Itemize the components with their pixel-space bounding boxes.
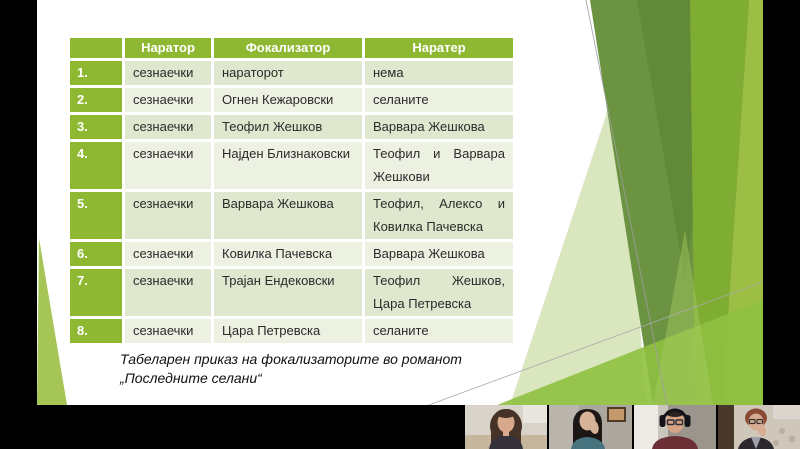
participant-video-1[interactable] bbox=[465, 405, 547, 449]
row-number: 8. bbox=[70, 319, 122, 343]
row-number: 2. bbox=[70, 88, 122, 112]
table-row: 4. сезнаечки Најден Близнаковски Теофил и Варвара Жешкови bbox=[70, 142, 513, 189]
participant-video-3[interactable] bbox=[634, 405, 716, 449]
table-caption bbox=[120, 350, 462, 388]
deco-corner-triangle bbox=[37, 238, 67, 405]
letterbox-left bbox=[0, 0, 37, 449]
row-number: 4. bbox=[70, 142, 122, 189]
row-number: 7. bbox=[70, 269, 122, 316]
row-number: 1. bbox=[70, 61, 122, 85]
header-fokalizator: Фокализатор bbox=[214, 38, 362, 58]
table-header-row bbox=[70, 38, 513, 58]
table-row: 1. сезнаечки нараторот нема bbox=[70, 61, 513, 85]
participant-2-avatar bbox=[549, 405, 632, 449]
participant-3-avatar bbox=[634, 405, 716, 449]
header-empty bbox=[70, 38, 122, 58]
table-row: 7. сезнаечки Трајан Ендековски Теофил Жешков, Цара Петревска bbox=[70, 269, 513, 316]
participant-video-2[interactable] bbox=[549, 405, 632, 449]
row-number: 5. bbox=[70, 192, 122, 239]
table-row: 6. сезнаечки Ковилка Пачевска Варвара Жешкова bbox=[70, 242, 513, 266]
caption-line-1: Табеларен приказ на фокализаторите во романот bbox=[120, 351, 462, 367]
table-row: 3. сезнаечки Теофил Жешков Варвара Жешкова bbox=[70, 115, 513, 139]
row-number: 3. bbox=[70, 115, 122, 139]
caption-line-2: „Последните селани“ bbox=[120, 370, 262, 386]
participant-4-avatar bbox=[718, 405, 800, 449]
table-row: 5. сезнаечки Варвара Жешкова Теофил, Алексо и Ковилка Пачевска bbox=[70, 192, 513, 239]
participant-1-avatar bbox=[465, 405, 547, 449]
presentation-slide bbox=[37, 0, 763, 405]
participant-video-4[interactable] bbox=[718, 405, 800, 449]
header-narator: Наратор bbox=[125, 38, 211, 58]
header-narater: Наратер bbox=[365, 38, 513, 58]
letterbox-right bbox=[763, 0, 800, 449]
table-row: 8. сезнаечки Цара Петревска селаните bbox=[70, 319, 513, 343]
table-row: 2. сезнаечки Огнен Кежаровски селаните bbox=[70, 88, 513, 112]
focalizers-table bbox=[67, 35, 516, 346]
row-number: 6. bbox=[70, 242, 122, 266]
